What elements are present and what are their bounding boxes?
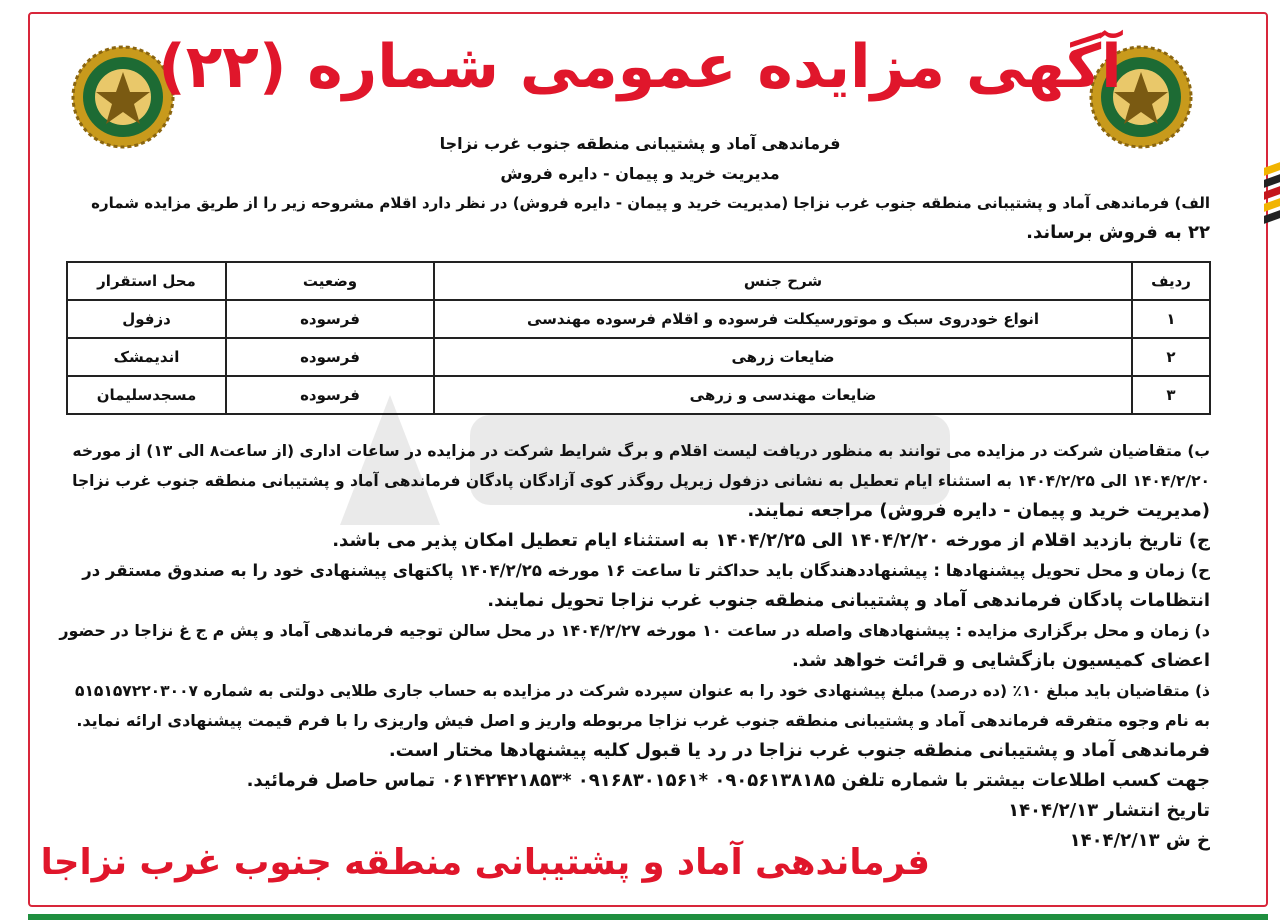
department-name: مدیریت خرید و پیمان - دایره فروش: [500, 164, 780, 183]
intro-line: ۲۲ به فروش برساند.: [1026, 222, 1210, 243]
items-table: [66, 261, 1211, 415]
table-row: [67, 338, 1210, 376]
notice-title: آگهی مزایده عمومی شماره (۲۲): [158, 32, 1122, 102]
body-line: فرماندهی آماد و پشتیبانی منطقه جنوب غرب نزاجا در رد یا قبول کلیه پیشنهادها مختار است.: [388, 740, 1210, 761]
body-line: ب) متقاضیان شرکت در مزایده می توانند به منظور دریافت لیست اقلام و برگ شرایط شرکت در مزایده در ساعات اداری (از ساعت۸ الی ۱۳) از مورخه: [72, 442, 1210, 460]
cell-location: مسجدسلیمان: [67, 376, 226, 414]
publish-date: تاریخ انتشار ۱۴۰۴/۲/۱۳: [1008, 800, 1210, 821]
body-line: ۱۴۰۴/۲/۲۰ الی ۱۴۰۴/۲/۲۵ به استثناء ایام تعطیل به نشانی دزفول زیرپل روگذر کوی آزادگان پادگان فرماندهی آماد و پشتیبانی منطقه جنوب غرب نزاجا: [72, 472, 1210, 490]
table-row: [67, 300, 1210, 338]
cell-condition: فرسوده: [226, 376, 434, 414]
table-row: [67, 376, 1210, 414]
cell-location: اندیمشک: [67, 338, 226, 376]
col-header-description: شرح جنس: [434, 262, 1132, 300]
cell-row-number: ۲: [1132, 338, 1210, 376]
issuer-name: فرماندهی آماد و پشتیبانی منطقه جنوب غرب نزاجا: [439, 134, 841, 153]
body-line: ح) زمان و محل تحویل پیشنهادها : پیشنهاددهندگان باید حداکثر تا ساعت ۱۶ مورخه ۱۴۰۴/۲/۲۵ پاکتهای پیشنهادی خود را به صندوق مستقر در: [82, 561, 1210, 580]
body-line: اعضای کمیسیون بازگشایی و قرائت خواهد شد.: [791, 650, 1210, 671]
body-line: به نام وجوه متفرقه فرماندهی آماد و پشتیبانی منطقه جنوب غرب نزاجا مربوطه واریز و اصل فیش واریزی را با فرم قیمت پیشنهادی ارائه نماید.: [76, 711, 1210, 730]
side-flag-stripes: [1264, 165, 1280, 235]
footer-issuer: فرماندهی آماد و پشتیبانی منطقه جنوب غرب نزاجا: [40, 842, 930, 883]
body-line: ذ) متقاضیان باید مبلغ ۱۰٪ (ده درصد) مبلغ پیشنهادی خود را به عنوان سپرده شرکت در مزایده به حساب جاری طلایی دولتی به شماره ۵۱۵۱۵۷۲۲۰۳۰۰۷: [75, 682, 1210, 700]
body-line: انتظامات پادگان فرماندهی آماد و پشتیبانی منطقه جنوب غرب نزاجا تحویل نمایند.: [487, 590, 1210, 611]
body-line: د) زمان و محل برگزاری مزایده : پیشنهادهای واصله در ساعت ۱۰ مورخه ۱۴۰۴/۲/۲۷ در محل سالن توجیه فرماندهی آماد و پش م ج غ نزاجا در حضور: [59, 621, 1210, 640]
cell-condition: فرسوده: [226, 300, 434, 338]
cell-row-number: ۳: [1132, 376, 1210, 414]
bottom-green-stripe: [28, 914, 1268, 920]
cell-location: دزفول: [67, 300, 226, 338]
cell-description: ضایعات مهندسی و زرهی: [434, 376, 1132, 414]
col-header-condition: وضعیت: [226, 262, 434, 300]
cell-row-number: ۱: [1132, 300, 1210, 338]
table-header-row: [67, 262, 1210, 300]
body-line: (مدیریت خرید و پیمان - دایره فروش) مراجعه نمایند.: [747, 500, 1210, 521]
body-line: ج) تاریخ بازدید اقلام از مورخه ۱۴۰۴/۲/۲۰ الی ۱۴۰۴/۲/۲۵ به استثناء ایام تعطیل امکان پذیر می باشد.: [332, 530, 1210, 551]
intro-line: الف) فرماندهی آماد و پشتیبانی منطقه جنوب غرب نزاجا (مدیریت خرید و پیمان - دایره فروش) در نظر دارد اقلام مشروحه زیر را از طریق مزایده شماره: [91, 194, 1210, 212]
conditions-body: [60, 436, 1210, 856]
col-header-row-number: ردیف: [1132, 262, 1210, 300]
cell-description: ضایعات زرهی: [434, 338, 1132, 376]
cell-condition: فرسوده: [226, 338, 434, 376]
body-line: جهت کسب اطلاعات بیشتر با شماره تلفن ۰۹۰۵۶۱۳۸۱۸۵ *۰۹۱۶۸۳۰۱۵۶۱ *۰۶۱۴۲۴۲۱۸۵۳ تماس حاصل فرمائید.: [246, 770, 1210, 791]
col-header-location: محل استقرار: [67, 262, 226, 300]
cell-description: انواع خودروی سبک و موتورسیکلت فرسوده و اقلام فرسوده مهندسی: [434, 300, 1132, 338]
intro-paragraph: [60, 188, 1210, 248]
reference-date: خ ش ۱۴۰۴/۲/۱۳: [1069, 830, 1210, 851]
